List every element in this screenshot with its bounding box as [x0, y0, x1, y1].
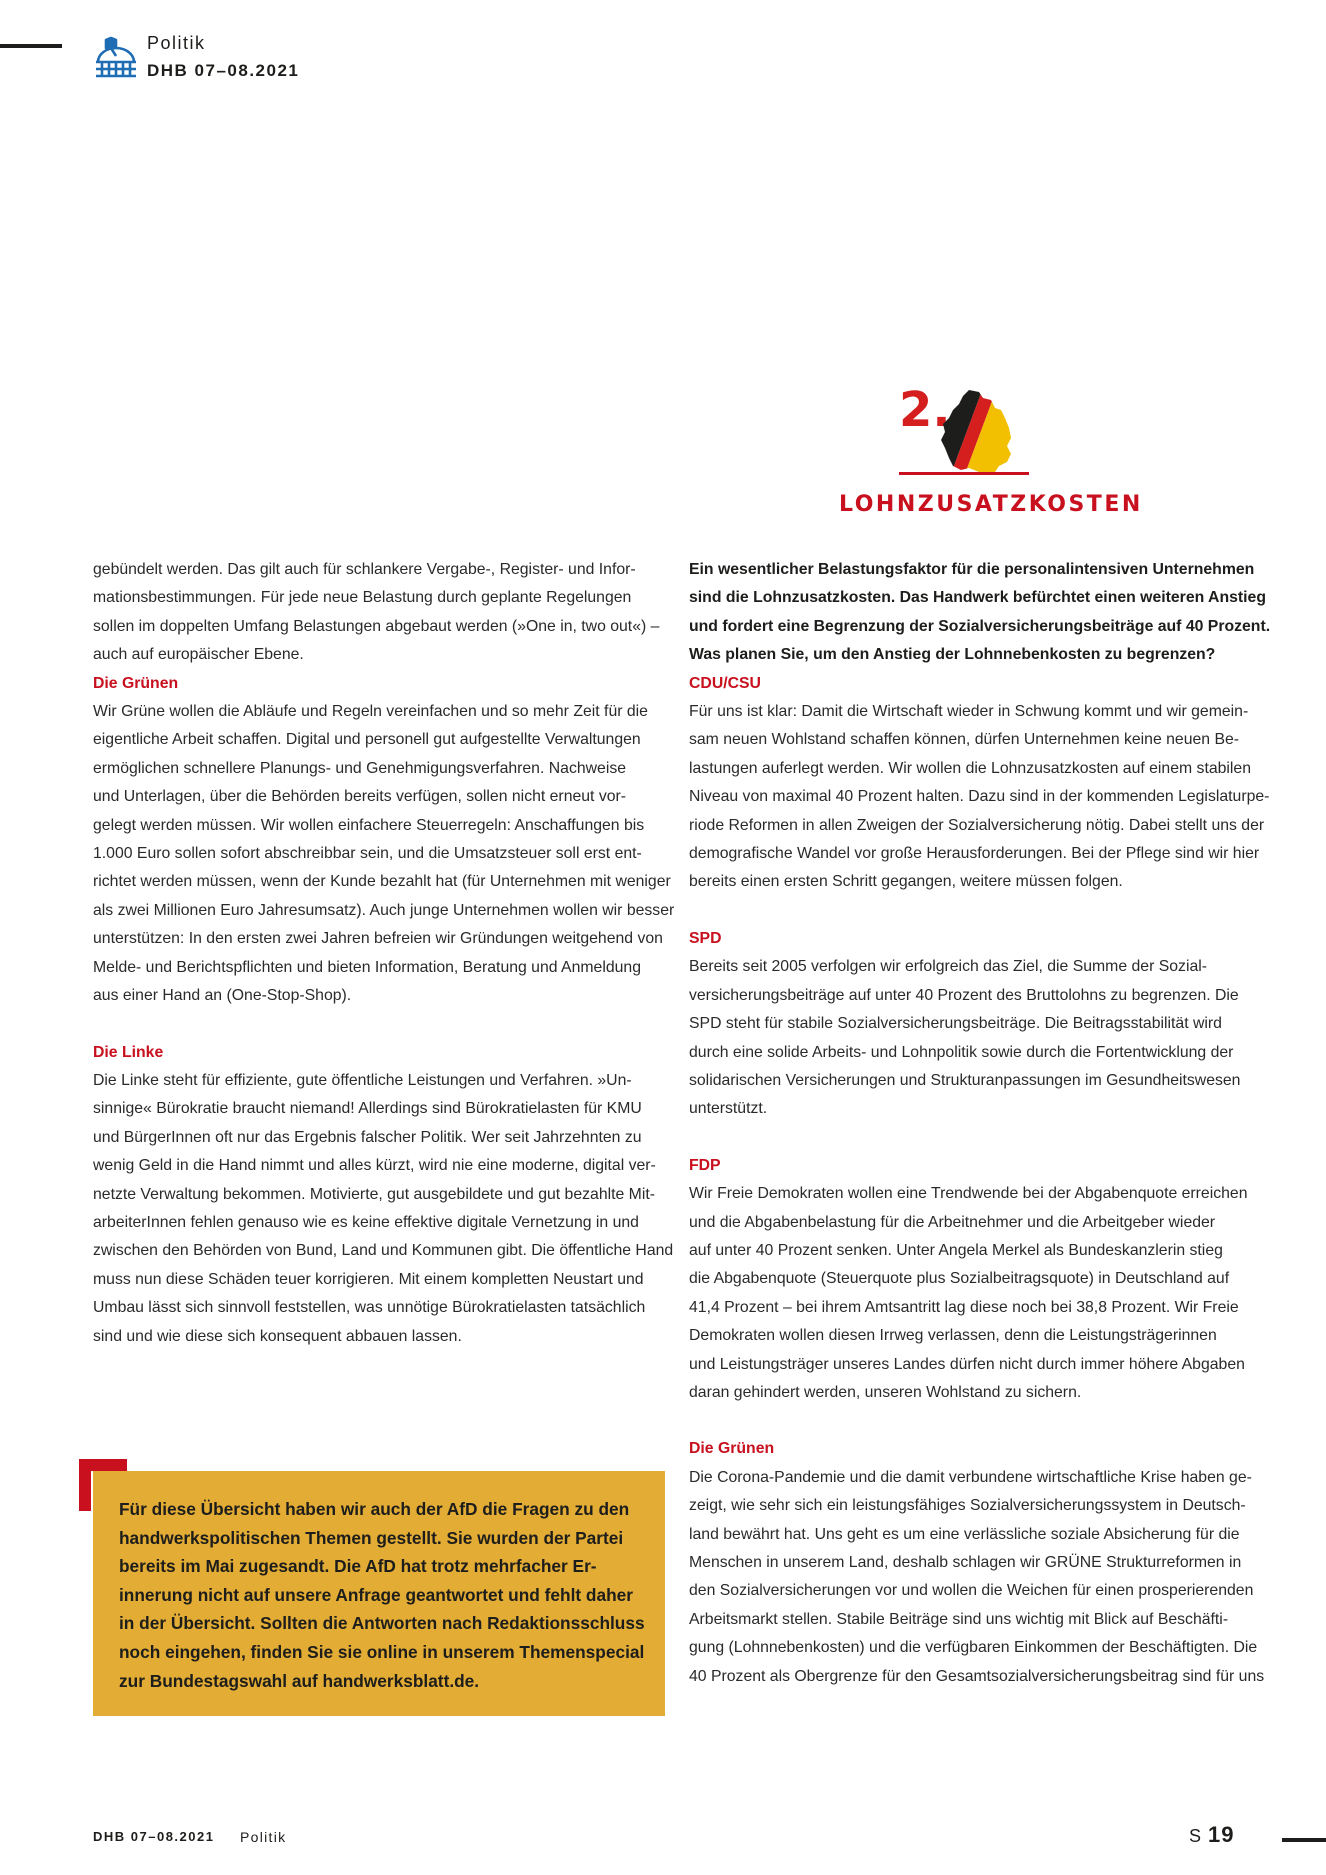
footer-section: Politik: [240, 1829, 287, 1845]
text-line: Für uns ist klar: Damit die Wirtschaft wieder in Schwung kommt und wir gemein-: [689, 703, 1249, 721]
text-line: netzte Verwaltung bekommen. Motivierte, gut ausgebildete und gut bezahlte Mit-: [93, 1185, 655, 1203]
text-line: eigentliche Arbeit schaffen. Digital und personell gut aufgestellte Verwaltungen: [93, 731, 641, 749]
afd-note-text: [119, 1495, 645, 1695]
text-line: unterstützt.: [689, 1100, 768, 1118]
text-line: 41,4 Prozent – bei ihrem Amtsantritt lag diese noch bei 38,8 Prozent. Wir Freie: [689, 1298, 1239, 1316]
page-number: [1189, 1822, 1235, 1848]
text-line: Bereits seit 2005 verfolgen wir erfolgreich das Ziel, die Summe der Sozial-: [689, 958, 1208, 976]
page-prefix: S: [1189, 1826, 1202, 1846]
text-line: als zwei Millionen Euro Jahresumsatz). Auch junge Unternehmen wollen wir besser: [93, 901, 675, 919]
text-line: Melde- und Berichtspflichten und bieten Information, Beratung und Anmeldung: [93, 958, 641, 976]
text-line: mationsbestimmungen. Für jede neue Belastung durch geplante Regelungen: [93, 589, 632, 607]
header-section: Politik: [147, 33, 206, 53]
text-line: die Abgabenquote (Steuerquote plus Sozialbeitragsquote) in Deutschland auf: [689, 1270, 1230, 1288]
text-line: handwerkspolitischen Themen gestellt. Sie wurden der Partei: [119, 1527, 624, 1548]
party-heading: Die Linke: [93, 1043, 164, 1061]
answer-gruene-buerokratie: [93, 670, 675, 1011]
text-line: zur Bundestagswahl auf handwerksblatt.de.: [119, 1670, 480, 1691]
left-column: [93, 556, 675, 1379]
text-line: Die Corona-Pandemie und die damit verbundene wirtschaftliche Krise haben ge-: [689, 1468, 1252, 1486]
party-heading: Die Grünen: [689, 1440, 775, 1458]
text-line: gung (Lohnnebenkosten) und die verfügbaren Einkommen der Beschäftigten. Die: [689, 1639, 1258, 1657]
text-line: den Sozialversicherungen vor und wollen die Weichen für einen prosperierenden: [689, 1582, 1254, 1600]
party-heading: Die Grünen: [93, 674, 179, 692]
text-line: muss nun diese Schäden teuer korrigieren. Mit einem kompletten Neustart und: [93, 1270, 644, 1288]
text-line: riode Reformen in allen Zweigen der Sozialversicherung nötig. Dabei stellt uns der: [689, 816, 1265, 834]
germany-map-flag-icon: [939, 388, 1015, 474]
intro-paragraph: [93, 556, 671, 670]
text-line: noch eingehen, finden Sie sie online in unserem Themenspecial: [119, 1641, 645, 1662]
header-rule: [0, 44, 62, 48]
answer-fdp: [689, 1152, 1264, 1408]
text-line: sind die Lohnzusatzkosten. Das Handwerk befürchtet einen weiteren Anstieg: [689, 589, 1266, 607]
text-line: SPD steht für stabile Sozialversicherungsbeiträge. Die Beitragsstabilität wird: [689, 1015, 1222, 1033]
text-line: Für diese Übersicht haben wir auch der AfD die Fragen zu den: [119, 1499, 630, 1519]
topic-title: LOHNZUSATZKOSTEN: [839, 492, 1143, 517]
party-heading: CDU/CSU: [689, 674, 761, 692]
text-line: daran gehindert werden, unseren Wohlstand zu sichern.: [689, 1383, 1082, 1401]
right-column: [689, 556, 1271, 1719]
text-line: wenig Geld in die Hand nimmt und alles kürzt, wird nie eine moderne, digital ver-: [93, 1157, 656, 1175]
text-line: Umbau lässt sich sinnvoll feststellen, was unnötige Bürokratielasten tatsächlich: [93, 1299, 646, 1317]
text-line: sind und wie diese sich konsequent abbauen lassen.: [93, 1327, 462, 1345]
text-line: Ein wesentlicher Belastungsfaktor für die personalintensiven Unternehmen: [689, 561, 1255, 578]
text-line: solidarischen Versicherungen und Strukturanpassungen im Gesundheitswesen: [689, 1071, 1241, 1089]
answer-spd: [689, 925, 1264, 1124]
answer-linke-buerokratie: [93, 1039, 674, 1351]
text-line: in der Übersicht. Sollten die Antworten nach Redaktionsschluss: [119, 1613, 645, 1634]
text-line: und die Abgabenbelastung für die Arbeitnehmer und die Arbeitgeber wieder: [689, 1213, 1216, 1231]
text-line: auch auf europäischer Ebene.: [93, 646, 304, 664]
text-line: und BürgerInnen oft nur das Ergebnis falscher Politik. Wer seit Jahrzehnten zu: [93, 1128, 642, 1146]
text-line: zeigt, wie sehr sich ein leistungsfähiges Sozialversicherungssystem in Deutsch-: [689, 1497, 1246, 1515]
text-line: gebündelt werden. Das gilt auch für schlankere Vergabe-, Register- und Infor-: [93, 561, 636, 578]
party-heading: FDP: [689, 1156, 721, 1174]
topic-badge: [899, 384, 1029, 476]
text-line: Was planen Sie, um den Anstieg der Lohnnebenkosten zu begrenzen?: [689, 646, 1216, 664]
text-line: zwischen den Behörden von Bund, Land und Kommunen gibt. Die öffentliche Hand: [93, 1242, 674, 1260]
page-number-value: 19: [1208, 1822, 1235, 1847]
text-line: richtet werden müssen, wenn der Kunde bezahlt hat (für Unternehmen mit weniger: [93, 873, 671, 891]
text-line: Wir Grüne wollen die Abläufe und Regeln vereinfachen und so mehr Zeit für die: [93, 703, 648, 721]
text-line: arbeiterInnen fehlen genauso wie es keine effektive digitale Vernetzung in und: [93, 1213, 639, 1231]
text-line: sam neuen Wohlstand schaffen können, dürfen Unternehmen keine neuen Be-: [689, 731, 1240, 749]
text-line: ermöglichen schnellere Planungs- und Genehmigungsverfahren. Nachweise: [93, 759, 627, 777]
text-line: land bewährt hat. Uns geht es um eine verlässliche soziale Absicherung für die: [689, 1525, 1240, 1543]
text-line: lastungen auferlegt werden. Wir wollen die Lohnzusatzkosten auf einem stabilen: [689, 759, 1252, 777]
footer-rule: [1282, 1838, 1326, 1842]
text-line: sinnige« Bürokratie braucht niemand! Allerdings sind Bürokratielasten für KMU: [93, 1100, 642, 1118]
text-line: Niveau von maximal 40 Prozent halten. Dazu sind in der kommenden Legislaturpe-: [689, 788, 1270, 806]
text-line: bereits im Mai zugesandt. Die AfD hat trotz mehrfacher Er-: [119, 1556, 597, 1577]
text-line: unterstützen: In den ersten zwei Jahren befreien wir Gründungen weitgehend von: [93, 930, 663, 948]
topic-number: 2.: [899, 382, 951, 438]
text-line: und Leistungsträger unseres Landes dürfen nicht durch immer höhere Abgaben: [689, 1355, 1245, 1373]
header-issue: DHB 07–08.2021: [147, 61, 300, 80]
text-line: Wir Freie Demokraten wollen eine Trendwende bei der Abgabenquote erreichen: [689, 1185, 1248, 1203]
text-line: Arbeitsmarkt stellen. Stabile Beiträge sind uns wichtig mit Blick auf Beschäfti-: [689, 1610, 1229, 1628]
text-line: Die Linke steht für effiziente, gute öffentliche Leistungen und Verfahren. »Un-: [93, 1071, 632, 1089]
text-line: und fordert eine Begrenzung der Sozialversicherungsbeiträge auf 40 Prozent.: [689, 617, 1271, 635]
text-line: 1.000 Euro sollen sofort abschreibbar sein, und die Umsatzsteuer soll erst ent-: [93, 845, 642, 863]
text-line: und Unterlagen, über die Behörden bereits verfügen, sollen nicht erneut vor-: [93, 788, 627, 806]
answer-cdu-csu: [689, 670, 1270, 897]
text-line: durch eine solide Arbeits- und Lohnpolitik sowie durch die Fortentwicklung der: [689, 1043, 1234, 1061]
topic-question: [689, 556, 1271, 670]
text-line: auf unter 40 Prozent senken. Unter Angela Merkel als Bundeskanzlerin stieg: [689, 1241, 1223, 1259]
footer-issue: DHB 07–08.2021: [93, 1829, 215, 1844]
text-line: innerung nicht auf unsere Anfrage geantwortet und fehlt daher: [119, 1584, 633, 1605]
text-line: Demokraten wollen diesen Irrweg verlassen, denn die Leistungsträgerinnen: [689, 1327, 1217, 1345]
topic-underline: [899, 472, 1029, 475]
building-dome-icon: [94, 36, 138, 78]
text-line: gelegt werden müssen. Wir wollen einfachere Steuerregeln: Anschaffungen bis: [93, 816, 645, 834]
afd-note-box: [93, 1471, 665, 1716]
answer-gruene-lohnzusatzkosten: [689, 1435, 1264, 1691]
text-line: bereits einen ersten Schritt gegangen, weitere müssen folgen.: [689, 873, 1123, 891]
text-line: versicherungsbeiträge auf unter 40 Prozent des Bruttolohns zu begrenzen. Die: [689, 986, 1239, 1004]
text-line: sollen im doppelten Umfang Belastungen abgebaut werden (»One in, two out«) –: [93, 617, 660, 635]
text-line: 40 Prozent als Obergrenze für den Gesamtsozialversicherungsbeitrag sind für uns: [689, 1667, 1265, 1685]
party-heading: SPD: [689, 929, 722, 947]
text-line: aus einer Hand an (One-Stop-Shop).: [93, 987, 352, 1005]
text-line: Menschen in unserem Land, deshalb schlagen wir GRÜNE Strukturreformen in: [689, 1554, 1242, 1571]
text-line: demografische Wandel vor große Herausforderungen. Bei der Pflege sind wir hier: [689, 845, 1260, 863]
